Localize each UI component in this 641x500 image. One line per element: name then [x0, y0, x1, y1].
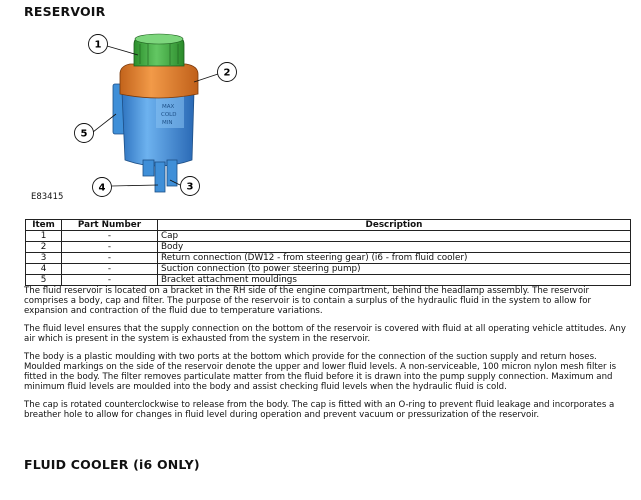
table-row — [26, 242, 631, 253]
cell-item: 1 — [26, 231, 62, 242]
callout-5 — [75, 124, 94, 143]
svg-text:1: 1 — [94, 39, 102, 51]
figure-id: E83415 — [31, 192, 64, 202]
max-level-mark: MAX — [162, 104, 175, 110]
cell-item: 2 — [26, 242, 62, 253]
paragraph-body: The body is a plastic moulding with two ports at the bottom which provide for the connection of the suction supply and return hoses. Moulded markings on the side of the reservoir denote the upper and lower fluid levels. A non-serviceable, 100 micron nylon mesh filter is fitted in the body. The filter removes particulate matter from the fluid before it is drawn into the pump supply connection. Maximum and minimum fluid levels are moulded into the body and assist checking fluid levels when the hydraulic fluid is cold. — [24, 352, 617, 392]
table-row — [26, 264, 631, 275]
ports-part — [143, 160, 177, 192]
section-title-reservoir: RESERVOIR — [24, 4, 106, 19]
header-description: Description — [158, 220, 631, 231]
table-header-row — [26, 220, 631, 231]
svg-text:2: 2 — [223, 67, 231, 79]
paragraph-location: The fluid reservoir is located on a bracket in the RH side of the engine compartment, behind the headlamp assembly. The reservoir comprises a body, cap and filter. The purpose of the reservoir is to contain a surplus of the hydraulic fluid in the system to allow for expansion and contraction of the fluid due to temperature variations. — [24, 286, 592, 316]
cell-description: Body — [158, 242, 631, 253]
cell-description: Suction connection (to power steering pump) — [158, 264, 631, 275]
paragraph-fluid-level: The fluid level ensures that the supply connection on the bottom of the reservoir is covered with fluid at all operating vehicle attitudes. Any air which is present in the system is exhausted from the system in the reservoir. — [24, 324, 626, 344]
cell-item: 3 — [26, 253, 62, 264]
cell-part-number: - — [62, 253, 158, 264]
body-text — [24, 286, 632, 428]
cell-item: 4 — [26, 264, 62, 275]
cell-part-number: - — [62, 231, 158, 242]
cell-description: Return connection (DW12 - from steering gear) (i6 - from fluid cooler) — [158, 253, 631, 264]
reservoir-illustration — [22, 22, 282, 212]
cell-part-number: - — [62, 264, 158, 275]
svg-text:5: 5 — [80, 128, 88, 140]
callout-3 — [181, 177, 200, 196]
header-part-number: Part Number — [62, 220, 158, 231]
header-item: Item — [26, 220, 62, 231]
svg-text:3: 3 — [186, 181, 194, 193]
callout-1 — [89, 35, 108, 54]
cell-description: Bracket attachment mouldings — [158, 275, 631, 286]
cold-level-mark: COLD — [161, 112, 177, 118]
callout-4 — [93, 178, 112, 197]
reservoir-cap-part — [134, 34, 184, 66]
table-row — [26, 231, 631, 242]
cell-part-number: - — [62, 242, 158, 253]
svg-text:4: 4 — [98, 182, 106, 194]
table-row — [26, 253, 631, 264]
cell-item: 5 — [26, 275, 62, 286]
table-row — [26, 275, 631, 286]
cell-part-number: - — [62, 275, 158, 286]
section-title-fluid-cooler: FLUID COOLER (i6 ONLY) — [24, 457, 200, 472]
parts-table — [25, 219, 631, 286]
reservoir-collar-part — [120, 64, 198, 98]
cell-description: Cap — [158, 231, 631, 242]
reservoir-body-part — [122, 92, 194, 166]
min-level-mark: MIN — [162, 120, 173, 126]
callout-2 — [218, 63, 237, 82]
paragraph-cap: The cap is rotated counterclockwise to release from the body. The cap is fitted with an O-ring to prevent fluid leakage and incorporates a breather hole to allow for changes in fluid level during operation and prevent vacuum or pressurization of the reservoir. — [24, 400, 615, 420]
